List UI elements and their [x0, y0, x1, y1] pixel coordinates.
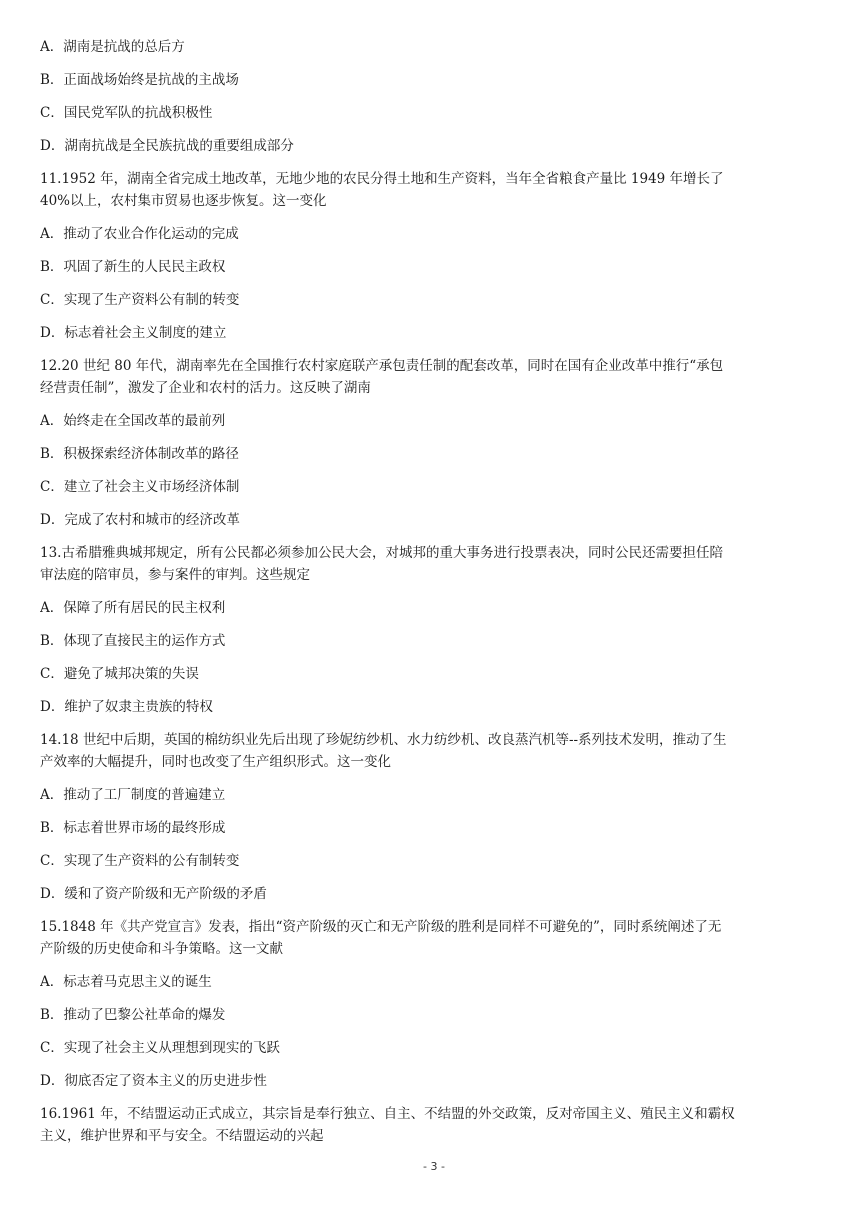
question-stem: 14.18 世纪中后期，英国的棉纺织业先后出现了珍妮纺纱机、水力纺纱机、改良蒸汽机等--系列技术发明，推动了生 产效率的大幅提升，同时也改变了生产组织形式。这一变化 [40, 732, 727, 770]
page-number: - 3 - [423, 1160, 445, 1173]
option-b: B．推动了巴黎公社革命的爆发 [40, 1007, 226, 1023]
page-content [40, 36, 830, 1158]
option-a: A．推动了工厂制度的普遍建立 [40, 787, 226, 803]
option-b: B．正面战场始终是抗战的主战场 [40, 72, 239, 88]
question-12 [40, 355, 830, 542]
option-d: D．缓和了资产阶级和无产阶级的矛盾 [40, 886, 267, 902]
option-d: D．湖南抗战是全民族抗战的重要组成部分 [40, 138, 294, 154]
question-16 [40, 1103, 830, 1147]
question-stem: 16.1961 年，不结盟运动正式成立，其宗旨是奉行独立、自主、不结盟的外交政策，反对帝国主义、殖民主义和霸权 主义，维护世界和平与安全。不结盟运动的兴起 [40, 1106, 735, 1144]
option-b: B．标志着世界市场的最终形成 [40, 820, 226, 836]
question-11 [40, 168, 830, 355]
option-a: A．标志着马克思主义的诞生 [40, 974, 212, 990]
option-a: A．推动了农业合作化运动的完成 [40, 226, 239, 242]
option-c: C．实现了生产资料公有制的转变 [40, 292, 240, 308]
option-c: C．国民党军队的抗战积极性 [40, 105, 213, 121]
option-a: A．湖南是抗战的总后方 [40, 39, 185, 55]
option-a: A．始终走在全国改革的最前列 [40, 413, 226, 429]
option-d: D．维护了奴隶主贵族的特权 [40, 699, 213, 715]
option-d: D．完成了农村和城市的经济改革 [40, 512, 240, 528]
question-stem: 11.1952 年，湖南全省完成土地改革，无地少地的农民分得土地和生产资料，当年全省粮食产量比 1949 年增长了 40%以上，农村集市贸易也逐步恢复。这一变化 [40, 171, 724, 209]
question-stem: 13.古希腊雅典城邦规定，所有公民都必须参加公民大会，对城邦的重大事务进行投票表决，同时公民还需要担任陪 审法庭的陪审员，参与案件的审判。这些规定 [40, 545, 723, 583]
option-c: C．实现了社会主义从理想到现实的飞跃 [40, 1040, 280, 1056]
question-15 [40, 916, 830, 1103]
option-c: C．建立了社会主义市场经济体制 [40, 479, 240, 495]
option-d: D．标志着社会主义制度的建立 [40, 325, 227, 341]
option-c: C．实现了生产资料的公有制转变 [40, 853, 240, 869]
option-c: C．避免了城邦决策的失误 [40, 666, 199, 682]
option-b: B．积极探索经济体制改革的路径 [40, 446, 239, 462]
question-14 [40, 729, 830, 916]
option-a: A．保障了所有居民的民主权利 [40, 600, 226, 616]
question-stem: 15.1848 年《共产党宣言》发表，指出“资产阶级的灭亡和无产阶级的胜利是同样不可避免的”，同时系统阐述了无 产阶级的历史使命和斗争策略。这一文献 [40, 919, 722, 957]
question-13 [40, 542, 830, 729]
option-d: D．彻底否定了资本主义的历史进步性 [40, 1073, 267, 1089]
question-stem: 12.20 世纪 80 年代，湖南率先在全国推行农村家庭联产承包责任制的配套改革，同时在国有企业改革中推行“承包 经营责任制”，激发了企业和农村的活力。这反映了湖南 [40, 358, 724, 396]
option-b: B．体现了直接民主的运作方式 [40, 633, 226, 649]
option-b: B．巩固了新生的人民民主政权 [40, 259, 226, 275]
prev-question-options [40, 36, 830, 168]
